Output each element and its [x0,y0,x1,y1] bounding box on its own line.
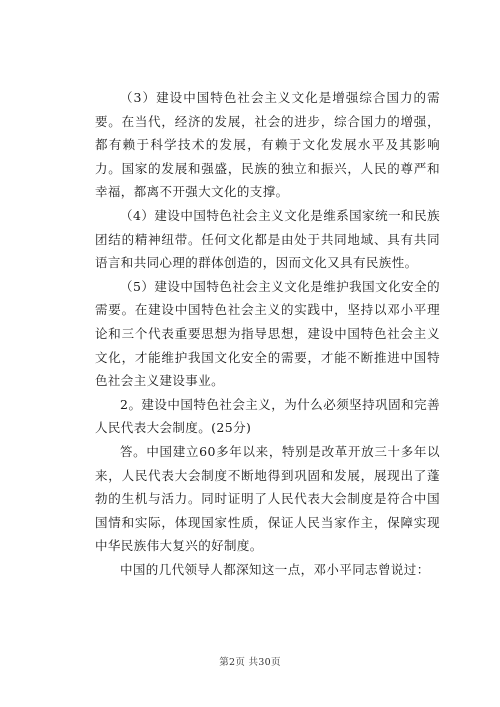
question-2: 2。建设中国特色社会主义，为什么必须坚持巩固和完善人民代表大会制度。(25分) [95,396,440,436]
answer-2: 答。中国建立60多年以来，特别是改革开放三十多年以来，人民代表大会制度不断地得到巩固和发展，展现出了蓬勃的生机与活力。同时证明了人民代表大会制度是符合中国国情和实际，体现国家性质，保证人民当家作主，保障实现中华民族伟大复兴的好制度。 [95,443,440,554]
paragraph-culture-security: （5）建设中国特色社会主义文化是维护我国文化安全的需要。在建设中国特色社会主义的实践中，坚持以邓小平理论和三个代表重要思想为指导思想，建设中国特色社会主义文化，才能维护我国文化安全的需要，才能不断推进中国特色社会主义建设事业。 [95,278,440,389]
page-number-footer: 第2页 共30页 [219,657,281,668]
paragraph-leaders: 中国的几代领导人都深知这一点，邓小平同志曾说过： [120,561,430,577]
document-body [95,86,440,581]
paragraph-culture-national-power: （3）建设中国特色社会主义文化是增强综合国力的需要。在当代，经济的发展，社会的进步，综合国力的增强，都有赖于科学技术的发展，有赖于文化发展水平及其影响力。国家的发展和强盛，民族的独立和振兴，人民的尊严和幸福，都离不开强大文化的支撑。 [95,90,440,200]
paragraph-culture-national-unity: （4）建设中国特色社会主义文化是维系国家统一和民族团结的精神纽带。任何文化都是由处于共同地域、具有共同语言和共同心理的群体创造的，因而文化又具有民族性。 [95,207,440,271]
